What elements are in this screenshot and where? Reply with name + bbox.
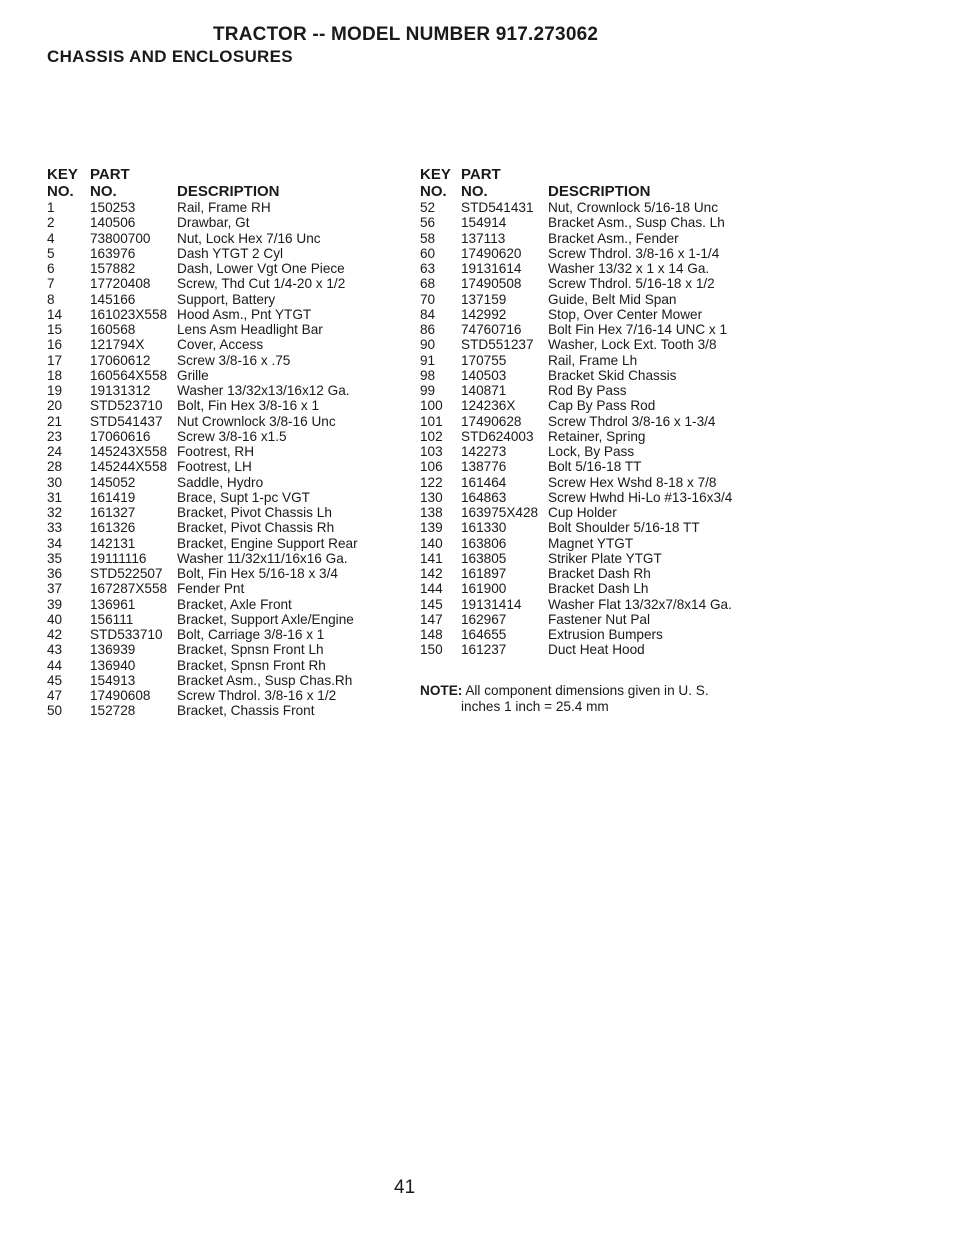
part-description: Screw Thdrol. 3/8-16 x 1/2 [177,688,337,703]
key-number: 150 [420,642,443,658]
key-number: 33 [47,520,63,536]
part-description: Fastener Nut Pal [548,611,650,627]
part-number: STD533710 [90,627,163,642]
part-number: 163805 [461,550,507,566]
part-number: STD523710 [90,398,163,414]
part-number: 142992 [461,306,507,322]
part-number: 137159 [461,291,507,307]
key-number: 40 [47,611,63,627]
key-number: 50 [47,703,63,719]
part-description: Support, Battery [177,291,276,307]
key-number: 98 [420,367,436,383]
key-number: 15 [47,322,63,337]
part-number: 140871 [461,383,507,398]
note-line1: All component dimensions given in U. S. [465,683,709,698]
key-header-line1: KEY [47,166,78,183]
key-number: 24 [47,444,63,459]
key-number: 16 [47,337,63,353]
part-number: 17720408 [90,276,151,292]
part-description: Bracket Asm., Susp Chas.Rh [177,672,353,688]
part-number: 164863 [461,489,507,505]
key-number: 142 [420,566,443,581]
key-number: 32 [47,505,63,520]
part-number: 161327 [90,505,136,520]
key-header-line2: NO. [420,183,447,200]
part-number: STD541431 [461,200,534,215]
key-number: 63 [420,261,436,276]
part-header-line2: NO. [90,183,117,200]
note-label: NOTE: [420,683,463,698]
part-number: 17060616 [90,428,151,444]
part-number: 136961 [90,596,136,612]
key-number: 144 [420,581,443,597]
part-description: Cap By Pass Rod [548,398,656,414]
part-description: Washer Flat 13/32x7/8x14 Ga. [548,596,732,612]
part-number: 121794X [90,337,145,353]
part-header-line1: PART [90,166,130,183]
part-description: Extrusion Bumpers [548,627,663,642]
part-number: 74760716 [461,322,522,337]
part-number: 19131614 [461,261,522,276]
part-description: Bolt 5/16-18 TT [548,459,642,475]
part-number: 161419 [90,489,136,505]
part-description: Striker Plate YTGT [548,550,662,566]
part-number: 136940 [90,657,136,673]
part-number: 156111 [90,611,134,627]
part-description: Bracket, Pivot Chassis Rh [177,520,335,536]
part-description: Nut, Lock Hex 7/16 Unc [177,230,321,246]
part-description: Footrest, LH [177,459,252,475]
key-number: 70 [420,291,436,307]
part-number: 161464 [461,474,507,490]
key-number: 34 [47,535,63,551]
part-number: 124236X [461,398,516,414]
key-number: 148 [420,627,443,642]
part-number: 163975X428 [461,505,539,520]
part-number: 161023X558 [90,306,168,322]
part-description: Retainer, Spring [548,428,646,444]
part-number: 161326 [90,520,136,536]
key-number: 147 [420,611,443,627]
part-description: Bracket, Support Axle/Engine [177,611,354,627]
key-header-line1: KEY [420,166,451,183]
part-description: Lens Asm Headlight Bar [177,322,323,337]
part-description: Bracket Asm., Susp Chas. Lh [548,215,725,231]
part-description: Fender Pnt [177,581,245,597]
key-number: 60 [420,245,436,261]
key-number: 35 [47,550,63,566]
key-number: 7 [47,276,55,292]
part-description: Bracket, Chassis Front [177,703,315,719]
part-number: 19131312 [90,383,151,398]
part-number: 161897 [461,566,507,581]
key-number: 138 [420,505,443,520]
part-number: 167287X558 [90,581,168,597]
page-number: 41 [394,1177,416,1198]
part-description: Guide, Belt Mid Span [548,291,677,307]
key-number: 23 [47,428,63,444]
key-number: 39 [47,596,63,612]
part-number: 145052 [90,474,136,490]
part-description: Lock, By Pass [548,444,635,459]
part-description: Bracket Dash Lh [548,581,649,597]
part-description: Bolt, Fin Hex 5/16-18 x 3/4 [177,566,338,581]
part-number: 17490608 [90,688,151,703]
key-number: 102 [420,428,443,444]
key-number: 90 [420,337,436,353]
key-number: 44 [47,657,63,673]
part-number: 17490620 [461,245,522,261]
key-number: 4 [47,230,55,246]
part-description: Magnet YTGT [548,535,634,551]
key-number: 5 [47,245,55,261]
part-number: 142273 [461,444,507,459]
part-description: Cup Holder [548,505,617,520]
part-number: 138776 [461,459,507,475]
section-subtitle: CHASSIS AND ENCLOSURES [47,47,293,66]
key-number: 36 [47,566,63,581]
key-number: 99 [420,383,436,398]
key-number: 31 [47,489,63,505]
part-number: 160564X558 [90,367,168,383]
key-number: 145 [420,596,443,612]
key-number: 30 [47,474,63,490]
part-number: 19111116 [90,550,147,566]
key-number: 122 [420,474,443,490]
part-description: Bracket, Spnsn Front Lh [177,642,324,658]
part-number: 142131 [90,535,136,551]
key-number: 45 [47,672,63,688]
key-number: 86 [420,322,436,337]
key-number: 2 [47,215,55,231]
part-description: Washer, Lock Ext. Tooth 3/8 [548,337,717,353]
part-description: Bolt Shoulder 5/16-18 TT [548,520,700,536]
key-number: 37 [47,581,63,597]
part-description: Screw, Thd Cut 1/4-20 x 1/2 [177,276,346,292]
part-number: STD624003 [461,428,534,444]
dimensions-note [420,683,709,715]
part-description: Screw Hex Wshd 8-18 x 7/8 [548,474,717,490]
part-number: 17490628 [461,413,522,429]
part-number: STD522507 [90,566,163,581]
key-number: 100 [420,398,443,414]
key-number: 19 [47,383,63,398]
part-description: Footrest, RH [177,444,255,459]
part-number: 150253 [90,200,136,215]
part-number: STD541437 [90,413,163,429]
part-description: Rod By Pass [548,383,627,398]
key-number: 6 [47,261,55,276]
part-description: Nut, Crownlock 5/16-18 Unc [548,200,718,215]
key-number: 42 [47,627,63,642]
description-header: DESCRIPTION [177,183,280,200]
part-number: 145243X558 [90,444,168,459]
part-description: Nut Crownlock 3/8-16 Unc [177,413,336,429]
part-number: 145244X558 [90,459,168,475]
key-number: 14 [47,306,63,322]
part-description: Washer 11/32x11/16x16 Ga. [177,550,348,566]
key-number: 8 [47,291,55,307]
part-number: 164655 [461,627,507,642]
part-number: 17060612 [90,352,151,368]
part-number: 137113 [461,230,506,246]
key-number: 58 [420,230,436,246]
part-number: 170755 [461,352,507,368]
key-number: 52 [420,200,436,215]
part-number: 140503 [461,367,507,383]
part-number: 161900 [461,581,507,597]
key-number: 141 [420,550,443,566]
key-number: 43 [47,642,63,658]
key-number: 28 [47,459,63,475]
part-description: Stop, Over Center Mower [548,306,703,322]
part-description: Rail, Frame Lh [548,352,638,368]
key-number: 130 [420,489,443,505]
part-description: Screw Thdrol. 5/16-18 x 1/2 [548,276,715,292]
part-description: Screw Hwhd Hi-Lo #13-16x3/4 [548,489,733,505]
key-number: 21 [47,413,63,429]
part-description: Bracket Skid Chassis [548,367,677,383]
key-number: 18 [47,367,63,383]
part-description: Bracket, Axle Front [177,596,292,612]
part-header-line2: NO. [461,183,488,200]
part-number: 163976 [90,245,136,261]
part-number: 136939 [90,642,136,658]
part-number: 160568 [90,322,136,337]
key-number: 101 [420,413,443,429]
part-description: Washer 13/32x13/16x12 Ga. [177,383,350,398]
part-number: STD551237 [461,337,534,353]
key-number: 140 [420,535,443,551]
note-line2: inches 1 inch = 25.4 mm [461,699,609,714]
part-description: Bracket Dash Rh [548,566,651,581]
key-number: 56 [420,215,436,231]
part-description: Grille [177,367,209,383]
part-description: Bolt Fin Hex 7/16-14 UNC x 1 [548,322,728,337]
part-description: Screw 3/8-16 x1.5 [177,428,287,444]
part-number: 162967 [461,611,507,627]
part-description: Hood Asm., Pnt YTGT [177,306,312,322]
part-description: Bracket, Spnsn Front Rh [177,657,326,673]
page-title: TRACTOR -- MODEL NUMBER 917.273062 [213,24,599,45]
key-number: 68 [420,276,436,292]
part-description: Screw Thdrol. 3/8-16 x 1-1/4 [548,245,720,261]
part-description: Rail, Frame RH [177,200,271,215]
part-description: Dash, Lower Vgt One Piece [177,261,345,276]
key-number: 103 [420,444,443,459]
part-description: Saddle, Hydro [177,474,264,490]
part-number: 145166 [90,291,136,307]
part-number: 161237 [461,642,507,658]
part-description: Bolt, Fin Hex 3/8-16 x 1 [177,398,320,414]
key-number: 91 [420,352,436,368]
key-header-line2: NO. [47,183,74,200]
part-number: 19131414 [461,596,522,612]
part-description: Brace, Supt 1-pc VGT [177,489,310,505]
part-description: Bracket, Pivot Chassis Lh [177,505,332,520]
key-number: 1 [47,200,55,215]
part-number: 73800700 [90,230,151,246]
part-number: 161330 [461,520,507,536]
part-description: Screw 3/8-16 x .75 [177,352,291,368]
key-number: 17 [47,352,63,368]
part-number: 140506 [90,215,136,231]
part-description: Drawbar, Gt [177,215,250,231]
part-number: 152728 [90,703,136,719]
description-header: DESCRIPTION [548,183,651,200]
part-number: 154914 [461,215,507,231]
key-number: 84 [420,306,436,322]
part-number: 17490508 [461,276,522,292]
key-number: 106 [420,459,443,475]
part-description: Bolt, Carriage 3/8-16 x 1 [177,627,325,642]
part-description: Screw Thdrol 3/8-16 x 1-3/4 [548,413,716,429]
part-header-line1: PART [461,166,501,183]
part-number: 163806 [461,535,507,551]
part-number: 157882 [90,261,136,276]
part-description: Bracket Asm., Fender [548,230,679,246]
part-description: Dash YTGT 2 Cyl [177,245,284,261]
part-description: Cover, Access [177,337,264,353]
part-number: 154913 [90,672,136,688]
part-description: Washer 13/32 x 1 x 14 Ga. [548,261,710,276]
part-description: Duct Heat Hood [548,642,645,658]
key-number: 47 [47,688,63,703]
key-number: 139 [420,520,443,536]
part-description: Bracket, Engine Support Rear [177,535,358,551]
key-number: 20 [47,398,63,414]
